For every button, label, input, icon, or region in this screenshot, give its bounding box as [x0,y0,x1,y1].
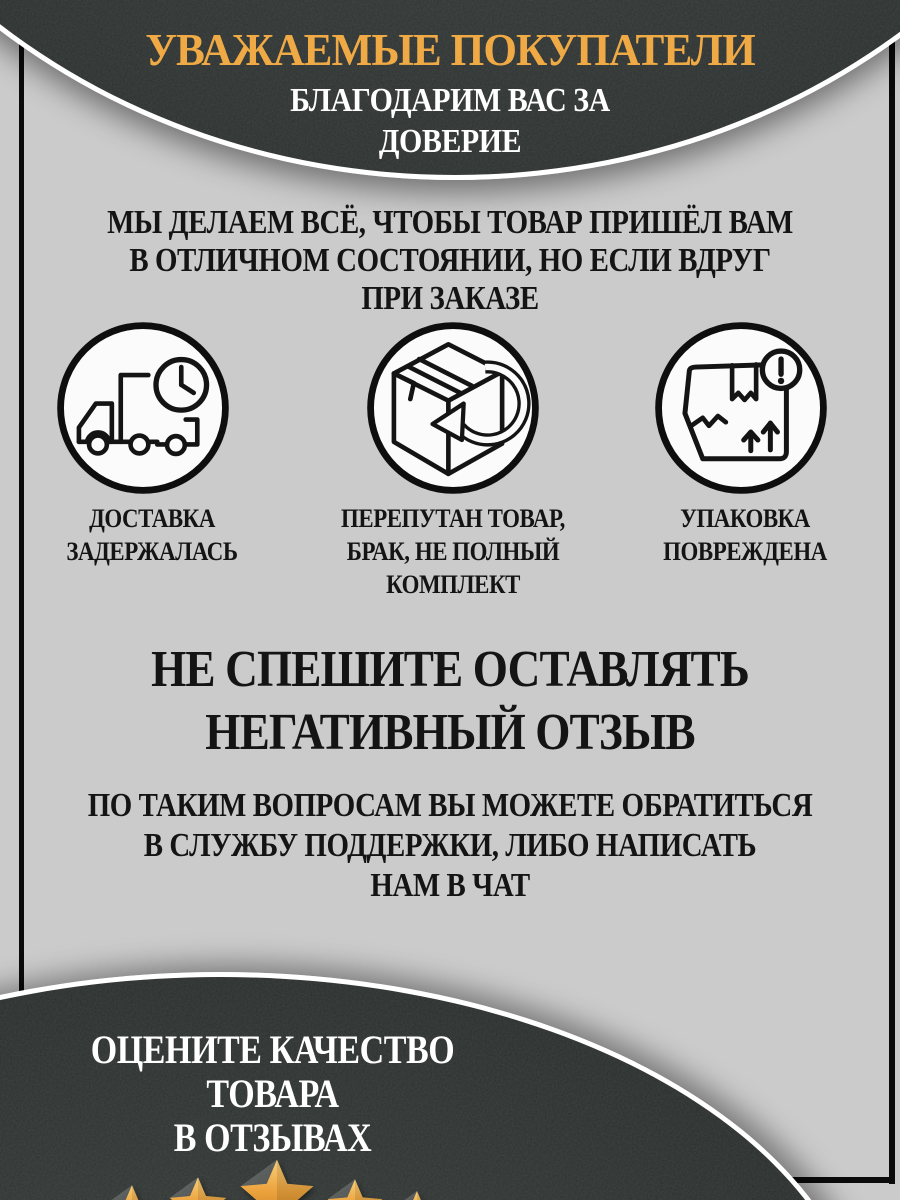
star-icon [237,1158,317,1200]
issue-label-line: ПЕРЕПУТАН ТОВАР, [341,504,565,533]
subtitle-line-2: ДОВЕРИЕ [378,123,522,160]
intro-text [68,204,833,318]
issue-label-delivery [20,502,284,568]
star-icon [167,1176,229,1200]
intro-line-1: МЫ ДЕЛАЕМ ВСЁ, ЧТОБЫ ТОВАР ПРИШЁЛ ВАМ [107,204,793,241]
frame-border-right [889,0,895,1184]
rating-stars [0,1158,545,1200]
issue-label-damaged [613,502,877,568]
footer [0,1028,545,1200]
intro-line-2: В ОТЛИЧНОМ СОСТОЯНИИ, НО ЕСЛИ ВДРУГ [129,242,771,279]
warning-line-2: НЕГАТИВНЫЙ ОТЗЫВ [205,704,695,761]
page-title: УВАЖАЕМЫЕ ПОКУПАТЕЛИ [145,24,755,75]
delivery-truck-clock-icon [54,319,232,497]
intro-line-3: ПРИ ЗАКАЗЕ [361,280,539,317]
header-subtitle [54,80,846,162]
issue-label-line: УПАКОВКА [680,504,810,533]
footer-title-line-1: ОЦЕНИТЕ КАЧЕСТВО ТОВАРА [90,1027,455,1116]
issue-label-wrong-item [321,502,585,601]
footer-title-line-2: В ОТЗЫВАХ [173,1115,372,1160]
warning-line-1: НЕ СПЕШИТЕ ОСТАВЛЯТЬ [151,641,749,698]
issue-label-line: ДОСТАВКА [89,504,215,533]
box-return-icon [364,319,542,497]
support-text [68,786,833,906]
subtitle-line-1: БЛАГОДАРИМ ВАС ЗА [290,82,610,119]
support-line-3: НАМ В ЧАТ [370,867,530,904]
damaged-package-icon [652,319,830,497]
star-icon [105,1184,159,1200]
issue-label-line: КОМПЛЕКТ [386,570,520,599]
star-icon [325,1178,385,1200]
star-icon [393,1190,441,1200]
support-line-1: ПО ТАКИМ ВОПРОСАМ ВЫ МОЖЕТЕ ОБРАТИТЬСЯ [87,787,813,824]
warning-heading [59,638,842,764]
issue-label-line: БРАК, НЕ ПОЛНЫЙ [346,537,560,566]
support-line-2: В СЛУЖБУ ПОДДЕРЖКИ, ЛИБО НАПИСАТЬ [143,827,757,864]
header [0,24,900,162]
issue-label-line: ПОВРЕЖДЕНА [663,537,827,566]
issue-label-line: ЗАДЕРЖАЛАСЬ [66,537,238,566]
